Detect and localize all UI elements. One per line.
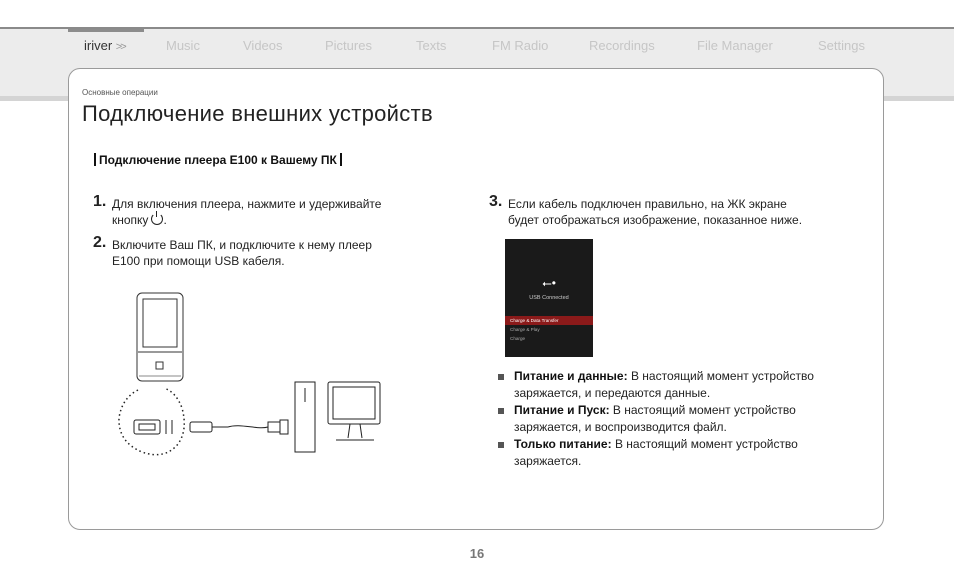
bullet-text: В настоящий момент устройство [614, 437, 798, 451]
bullet-term: Только питание: [514, 437, 612, 451]
section-heading-text: Подключение плеера E100 к Вашему ПК [99, 153, 337, 167]
monitor-icon [328, 382, 380, 440]
bullet-term: Питание и Пуск: [514, 403, 610, 417]
bullet-text-2: заряжается. [514, 454, 582, 468]
connection-illustration [110, 290, 400, 460]
pc-tower-icon [295, 382, 315, 452]
tab-settings[interactable]: Settings [818, 38, 865, 53]
tab-texts[interactable]: Texts [416, 38, 447, 53]
list-item [514, 436, 856, 470]
device-screen-image [505, 239, 593, 357]
usb-status-label: USB Connected [529, 295, 569, 301]
bullet-text: В настоящий момент устройство [630, 369, 814, 383]
usb-cable-icon [190, 420, 288, 434]
tab-label: iriver [84, 38, 113, 53]
step-1 [93, 193, 442, 228]
step-text-line: Для включения плеера, нажмите и удерживайте [112, 197, 382, 211]
bullet-list [496, 368, 856, 470]
tab-recordings[interactable]: Recordings [589, 38, 655, 53]
screen-option-charge-play: Charge & Play [510, 327, 540, 332]
step-2 [93, 234, 442, 269]
usb-plug-small-icon [134, 420, 172, 434]
page-title: Подключение внешних устройств [82, 101, 433, 126]
breadcrumb: Основные операции [82, 88, 158, 97]
usb-icon: ⭠• [542, 276, 556, 290]
step-text: кнопку [112, 213, 149, 227]
power-icon [151, 213, 163, 225]
chevron-right-icon: >> [115, 41, 125, 53]
tab-videos[interactable]: Videos [243, 38, 283, 53]
tab-pictures[interactable]: Pictures [325, 38, 372, 53]
bullet-text: В настоящий момент устройство [612, 403, 796, 417]
heading-bar-right [340, 153, 342, 166]
bullet-term: Питание и данные: [514, 369, 628, 383]
step-text-line-2: кнопку . [112, 213, 167, 227]
screen-option-charge: Charge [510, 336, 526, 341]
step-number: 2. [93, 234, 107, 251]
step-number: 3. [489, 193, 503, 210]
step-text-line-2: будет отображаться изображение, показанное ниже. [508, 213, 803, 227]
heading-bar-left [94, 153, 96, 166]
bullet-text-2: заряжается, и передаются данные. [514, 386, 711, 400]
player-device-icon [137, 293, 183, 381]
step-3 [489, 193, 868, 228]
section-heading [91, 153, 345, 167]
step-text-line-2: E100 при помощи USB кабеля. [112, 254, 285, 268]
tab-music[interactable]: Music [166, 38, 200, 53]
tab-iriver[interactable] [84, 38, 125, 53]
bullet-text-2: заряжается, и воспроизводится файл. [514, 420, 727, 434]
page-number: 16 [469, 546, 485, 561]
active-tab-indicator [68, 29, 144, 32]
list-item [514, 368, 856, 402]
zoom-circle-icon [119, 388, 184, 455]
list-item [514, 402, 856, 436]
tab-file-manager[interactable]: File Manager [697, 38, 773, 53]
step-text-line: Если кабель подключен правильно, на ЖК экране [508, 197, 787, 211]
screen-option-charge-data: Charge & Data Transfer [505, 316, 593, 325]
step-text-line: Включите Ваш ПК, и подключите к нему плеер [112, 238, 372, 252]
step-number: 1. [93, 193, 107, 210]
tab-fm-radio[interactable]: FM Radio [492, 38, 549, 53]
main-nav [0, 38, 954, 58]
